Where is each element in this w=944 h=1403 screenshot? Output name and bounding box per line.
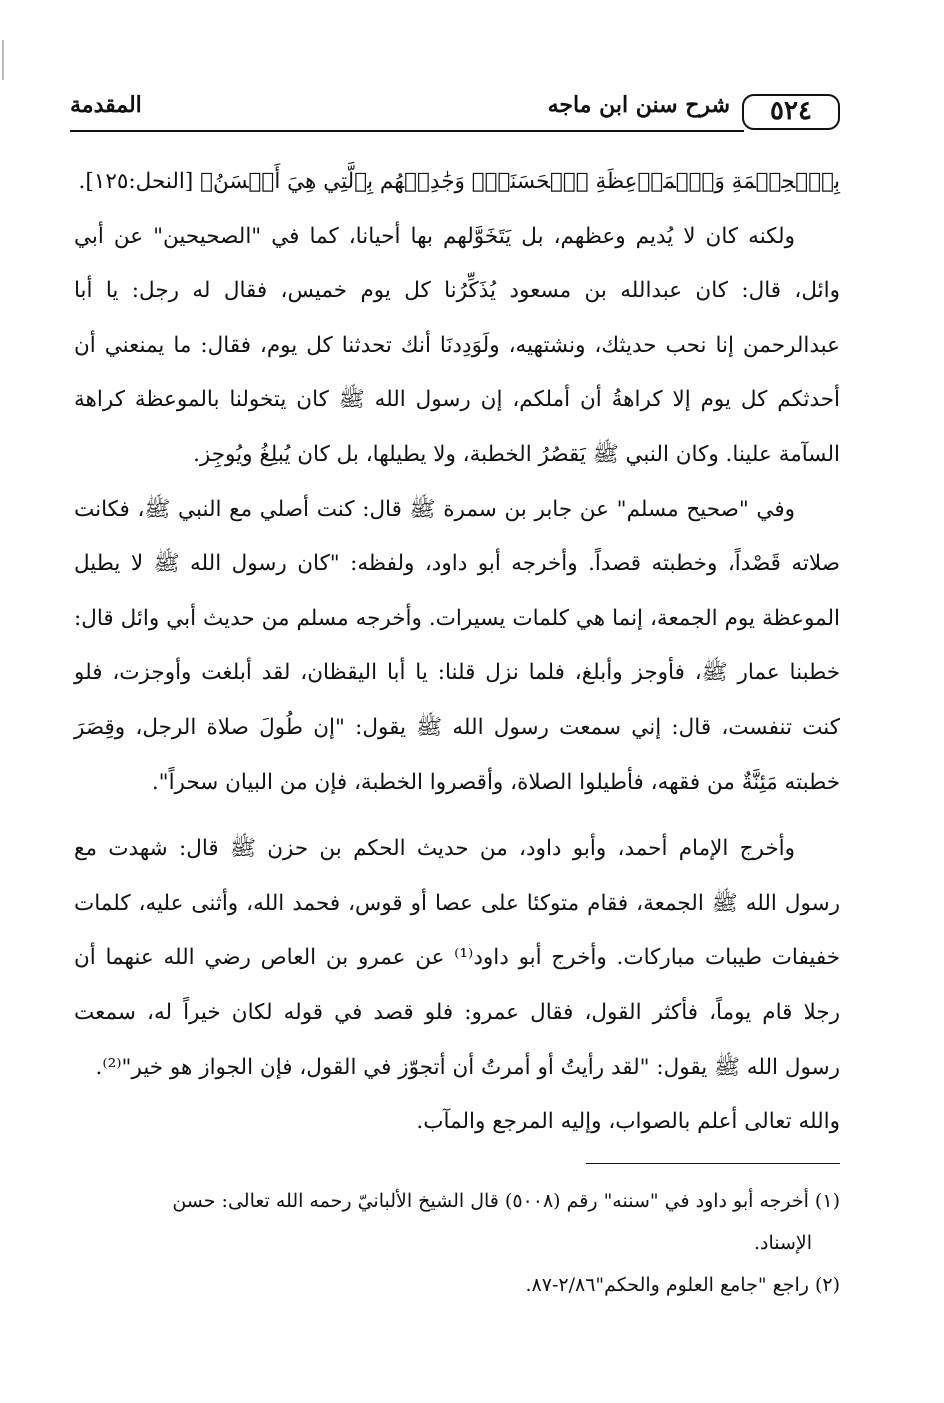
footnote-separator [586, 1163, 840, 1164]
footnote-1: (١) أخرجه أبو داود في "سننه" رقم (٥٠٠٨) قال الشيخ الألبانيّ رحمه الله تعالى: حسن [172, 1190, 840, 1212]
footnotes [74, 1180, 840, 1306]
footnote-2: (٢) راجع "جامع العلوم والحكم"٢/٨٦-٨٧. [525, 1274, 840, 1296]
quran-verse-line: بِٱلۡحِكۡمَةِ وَٱلۡمَوۡعِظَةِ ٱلۡحَسَنَةِۖ وَجَٰدِلۡهُم بِٱلَّتِي هِيَ أَحۡسَنُ﴾ [النحل:١٢٥]. [78, 169, 840, 194]
paragraph: وفي "صحيح مسلم" عن جابر بن سمرة ﷺ قال: كنت أصلي مع النبي ﷺ، فكانت صلاته قَصْداً، وخطبته قصداً. وأخرجه أبو داود، ولفظه: "كان رسول الله ﷺ لا يطيل الموعظة يوم الجمعة، إنما هي كلمات يسيرات. وأخرجه مسلم من حديث أبي وائل قال: خطبنا عمار ﷺ، فأوجز وأبلغ، فلما نزل قلنا: يا أبا اليقظان، لقد أبلغت وأوجزت، فلو كنت تنفست، قال: إني سمعت رسول الله ﷺ يقول: "إن طُولَ صلاة الرجل، وقِصَرَ خطبته مَئِنَّةٌ من فقهه، فأطيلوا الصلاة، وأقصروا الخطبة، فإن من البيان سحراً". [74, 496, 840, 795]
closing-line: والله تعالى أعلم بالصواب، وإليه المرجع والمآب. [416, 1109, 840, 1135]
paragraph: ولكنه كان لا يُديم وعظهم، بل يَتَخَوَّلهم بها أحيانا، كما في "الصحيحين" عن أبي وائل، قال: كان عبدالله بن مسعود يُذَكِّرُنا كل يوم خميس، فقال له رجل: يا أبا عبدالرحمن إنا نحب حديثك، ونشتهيه، ولَوَدِدنَا أنك تحدثنا كل يوم، فقال: ما يمنعني أن أحدثكم كل يوم إلا كراهةُ أن أملكم، إن رسول الله ﷺ كان يتخولنا بالموعظة كراهة السآمة علينا. وكان النبي ﷺ يَقصُرُ الخطبة، ولا يطيلها، بل كان يُبلِغُ ويُوجِز. [74, 223, 840, 467]
main-text [74, 155, 840, 1150]
page-number-box: ٥٢٤ [742, 94, 840, 130]
page-header [70, 88, 840, 132]
header-rule [70, 130, 744, 132]
scan-edge-mark [2, 40, 4, 80]
footnote-1-continuation: الإسناد. [753, 1232, 812, 1254]
chapter-title: المقدمة [70, 92, 142, 118]
book-title: شرح سنن ابن ماجه [547, 92, 730, 118]
paragraph: وأخرج الإمام أحمد، وأبو داود، من حديث الحكم بن حزن ﷺ قال: شهدت مع رسول الله ﷺ الجمعة، فقام متوكئا على عصا أو قوس، فحمد الله، وأثنى عليه، كلمات خفيفات طيبات مباركات. وأخرج أبو داود⁽¹⁾ عن عمرو بن العاص رضي الله عنهما أن رجلا قام يوماً، فأكثر القول، فقال عمرو: فلو قصد في قوله لكان خيراً له، سمعت رسول الله ﷺ يقول: "لقد رأيتُ أو أمرتُ أن أتجوّز في القول، فإن الجواز هو خير"⁽²⁾. [74, 836, 841, 1080]
